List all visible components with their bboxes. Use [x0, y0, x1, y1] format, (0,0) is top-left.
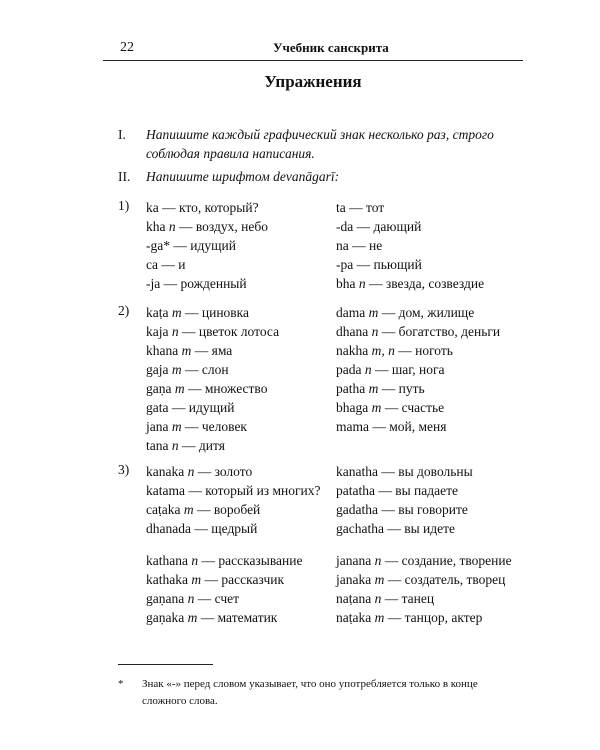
grammatical-gender: n: [165, 219, 176, 234]
grammatical-gender: m: [180, 502, 194, 517]
word-meaning: — танцор, актер: [384, 610, 483, 625]
word-meaning: — вы идете: [383, 521, 456, 536]
word-meaning: — яма: [191, 343, 233, 358]
vocabulary-entry: [146, 500, 321, 519]
sanskrit-word: khana: [146, 343, 179, 358]
vocabulary-entry: [336, 198, 484, 217]
word-meaning: — воробей: [193, 502, 261, 517]
sanskrit-word: naṭaka: [336, 610, 372, 625]
sanskrit-word: bha: [336, 276, 356, 291]
grammatical-gender: n: [168, 438, 179, 453]
vocabulary-entry: [336, 481, 473, 500]
grammatical-gender: m: [171, 381, 185, 396]
sanskrit-word: gachatha: [336, 521, 384, 536]
grammatical-gender: m: [168, 419, 182, 434]
word-meaning: — дом, жилище: [378, 305, 475, 320]
sanskrit-word: ka: [146, 200, 159, 215]
exercise-1: [118, 125, 528, 163]
sanskrit-word: mama: [336, 419, 369, 434]
exercise-text: [146, 167, 528, 186]
vocabulary-entry: [146, 436, 279, 455]
word-column-left: [146, 198, 268, 293]
group-number: 2): [118, 303, 130, 318]
page-number: 22: [120, 40, 134, 55]
sanskrit-word: caṭaka: [146, 502, 181, 517]
sanskrit-word: ta: [336, 200, 346, 215]
sanskrit-word: dhana: [336, 324, 369, 339]
word-meaning: — который из многих?: [184, 483, 321, 498]
sanskrit-word: kanatha: [336, 464, 378, 479]
vocabulary-entry: [336, 519, 473, 538]
vocabulary-entry: [146, 519, 321, 538]
sanskrit-word: -pa: [336, 257, 354, 272]
sanskrit-word: gata: [146, 400, 169, 415]
vocabulary-entry: [146, 274, 268, 293]
sanskrit-word: -da: [336, 219, 354, 234]
word-meaning: — счастье: [381, 400, 445, 415]
word-meaning: — рассказчик: [201, 572, 285, 587]
vocabulary-entry: [146, 398, 279, 417]
word-meaning: — щедрый: [190, 521, 258, 536]
vocabulary-entry: [336, 322, 500, 341]
vocabulary-entry: [336, 236, 484, 255]
vocabulary-entry: [146, 379, 279, 398]
sanskrit-word: kaṭa: [146, 305, 169, 320]
vocabulary-entry: [336, 589, 512, 608]
word-meaning: — вы довольны: [377, 464, 473, 479]
vocabulary-entry: [336, 608, 512, 627]
word-meaning: — танец: [381, 591, 435, 606]
vocabulary-entry: [336, 274, 484, 293]
word-meaning: — мой, меня: [369, 419, 447, 434]
word-column-left: [146, 462, 321, 538]
word-meaning: — рожденный: [160, 276, 247, 291]
grammatical-gender: n: [184, 591, 195, 606]
word-meaning: — путь: [378, 381, 425, 396]
vocabulary-entry: [336, 551, 512, 570]
sanskrit-word: janaka: [336, 572, 372, 587]
grammatical-gender: m: [187, 572, 202, 587]
word-meaning: — рассказывание: [198, 553, 303, 568]
vocabulary-entry: [146, 198, 268, 217]
vocabulary-entry: [336, 570, 512, 589]
sanskrit-word: patatha: [336, 483, 375, 498]
word-meaning: — тот: [345, 200, 385, 215]
word-column-left: [146, 303, 279, 455]
grammatical-gender: m, n: [368, 343, 395, 358]
sanskrit-word: kanaka: [146, 464, 185, 479]
word-column-right: [336, 462, 473, 538]
sanskrit-word: -ga*: [146, 238, 170, 253]
vocabulary-entry: [146, 217, 268, 236]
grammatical-gender: m: [168, 362, 182, 377]
word-meaning: — дающий: [353, 219, 422, 234]
word-meaning: — вы падаете: [374, 483, 459, 498]
word-column-right: [336, 551, 512, 627]
grammatical-gender: m: [184, 610, 198, 625]
vocabulary-entry: [336, 398, 500, 417]
word-meaning: — золото: [194, 464, 253, 479]
footnote: [118, 676, 523, 710]
vocabulary-entry: [146, 360, 279, 379]
grammatical-gender: n: [361, 362, 372, 377]
word-meaning: — вы говорите: [377, 502, 468, 517]
page-header: [103, 40, 523, 61]
word-meaning: — математик: [197, 610, 278, 625]
sanskrit-word: kathana: [146, 553, 188, 568]
sanskrit-word: pada: [336, 362, 362, 377]
sanskrit-word: dama: [336, 305, 366, 320]
grammatical-gender: m: [365, 381, 379, 396]
sanskrit-word: gadatha: [336, 502, 378, 517]
sanskrit-word: gaṇana: [146, 591, 185, 606]
word-meaning: — дитя: [178, 438, 225, 453]
sanskrit-word: jana: [146, 419, 169, 434]
grammatical-gender: n: [184, 464, 195, 479]
grammatical-gender: n: [371, 553, 382, 568]
vocabulary-entry: [146, 303, 279, 322]
sanskrit-word: tana: [146, 438, 169, 453]
vocabulary-entry: [146, 255, 268, 274]
sanskrit-word: gaṇa: [146, 381, 172, 396]
grammatical-gender: m: [371, 572, 385, 587]
word-meaning: — слон: [181, 362, 229, 377]
sanskrit-word: janana: [336, 553, 372, 568]
word-meaning: — создатель, творец: [384, 572, 506, 587]
vocabulary-entry: [146, 236, 268, 255]
sanskrit-word: nakha: [336, 343, 369, 358]
word-meaning: — и: [157, 257, 186, 272]
word-meaning: — ноготь: [394, 343, 453, 358]
sanskrit-word: kaja: [146, 324, 169, 339]
sanskrit-word: katama: [146, 483, 185, 498]
word-meaning: — создание, творение: [381, 553, 512, 568]
grammatical-gender: m: [368, 400, 382, 415]
vocabulary-entry: [336, 341, 500, 360]
script-name: devanāgarī:: [273, 169, 340, 184]
word-meaning: — кто, который?: [158, 200, 259, 215]
word-meaning: — цветок лотоса: [178, 324, 280, 339]
footnote-divider: [118, 664, 213, 665]
footnote-mark: *: [118, 678, 124, 690]
vocabulary-entry: [146, 551, 302, 570]
exercise-2: [118, 167, 528, 186]
vocabulary-entry: [146, 322, 279, 341]
vocabulary-entry: [336, 217, 484, 236]
exercise-text-prefix: Напишите шрифтом: [146, 169, 270, 184]
sanskrit-word: gaja: [146, 362, 169, 377]
vocabulary-entry: [146, 417, 279, 436]
vocabulary-entry: [336, 255, 484, 274]
grammatical-gender: m: [168, 305, 182, 320]
group-number: 3): [118, 462, 130, 477]
grammatical-gender: m: [371, 610, 385, 625]
word-meaning: — идущий: [170, 238, 236, 253]
vocabulary-entry: [146, 341, 279, 360]
word-meaning: — циновка: [181, 305, 250, 320]
word-meaning: — человек: [181, 419, 247, 434]
sanskrit-word: dhanada: [146, 521, 191, 536]
word-meaning: — счет: [194, 591, 240, 606]
sanskrit-word: naṭana: [336, 591, 372, 606]
word-meaning: — пьющий: [353, 257, 422, 272]
sanskrit-word: gaṇaka: [146, 610, 185, 625]
vocabulary-entry: [336, 360, 500, 379]
sanskrit-word: ca: [146, 257, 158, 272]
running-title: Учебник санскрита: [273, 40, 389, 55]
word-meaning: — воздух, небо: [175, 219, 268, 234]
word-meaning: — звезда, созвездие: [365, 276, 485, 291]
section-title: Упражнения: [264, 72, 362, 91]
grammatical-gender: n: [187, 553, 199, 568]
grammatical-gender: n: [368, 324, 379, 339]
grammatical-gender: m: [365, 305, 379, 320]
sanskrit-word: bhaga: [336, 400, 369, 415]
footnote-text: Знак «-» перед словом указывает, что оно употребляется только в конце сложного слова.: [142, 678, 478, 707]
word-meaning: — богатство, деньги: [378, 324, 501, 339]
vocabulary-entry: [336, 462, 473, 481]
grammatical-gender: n: [371, 591, 382, 606]
sanskrit-word: -ja: [146, 276, 161, 291]
word-column-left: [146, 551, 302, 627]
word-column-right: [336, 198, 484, 293]
grammatical-gender: n: [168, 324, 179, 339]
sanskrit-word: patha: [336, 381, 366, 396]
vocabulary-entry: [336, 417, 500, 436]
vocabulary-entry: [336, 303, 500, 322]
grammatical-gender: m: [178, 343, 192, 358]
exercise-text: Напишите каждый графический знак несколько раз, строго соблюдая правила написания.: [146, 127, 494, 161]
vocabulary-entry: [146, 481, 321, 500]
grammatical-gender: n: [355, 276, 366, 291]
word-meaning: — множество: [184, 381, 268, 396]
word-meaning: — шаг, нога: [371, 362, 445, 377]
vocabulary-entry: [336, 379, 500, 398]
vocabulary-entry: [146, 608, 302, 627]
exercise-number: II.: [118, 169, 131, 184]
word-column-right: [336, 303, 500, 436]
sanskrit-word: kathaka: [146, 572, 188, 587]
sanskrit-word: kha: [146, 219, 166, 234]
vocabulary-entry: [336, 500, 473, 519]
exercise-number: I.: [118, 127, 126, 142]
word-meaning: — не: [348, 238, 383, 253]
vocabulary-entry: [146, 462, 321, 481]
sanskrit-word: na: [336, 238, 349, 253]
vocabulary-entry: [146, 570, 302, 589]
word-meaning: — идущий: [168, 400, 235, 415]
vocabulary-entry: [146, 589, 302, 608]
group-number: 1): [118, 198, 130, 213]
